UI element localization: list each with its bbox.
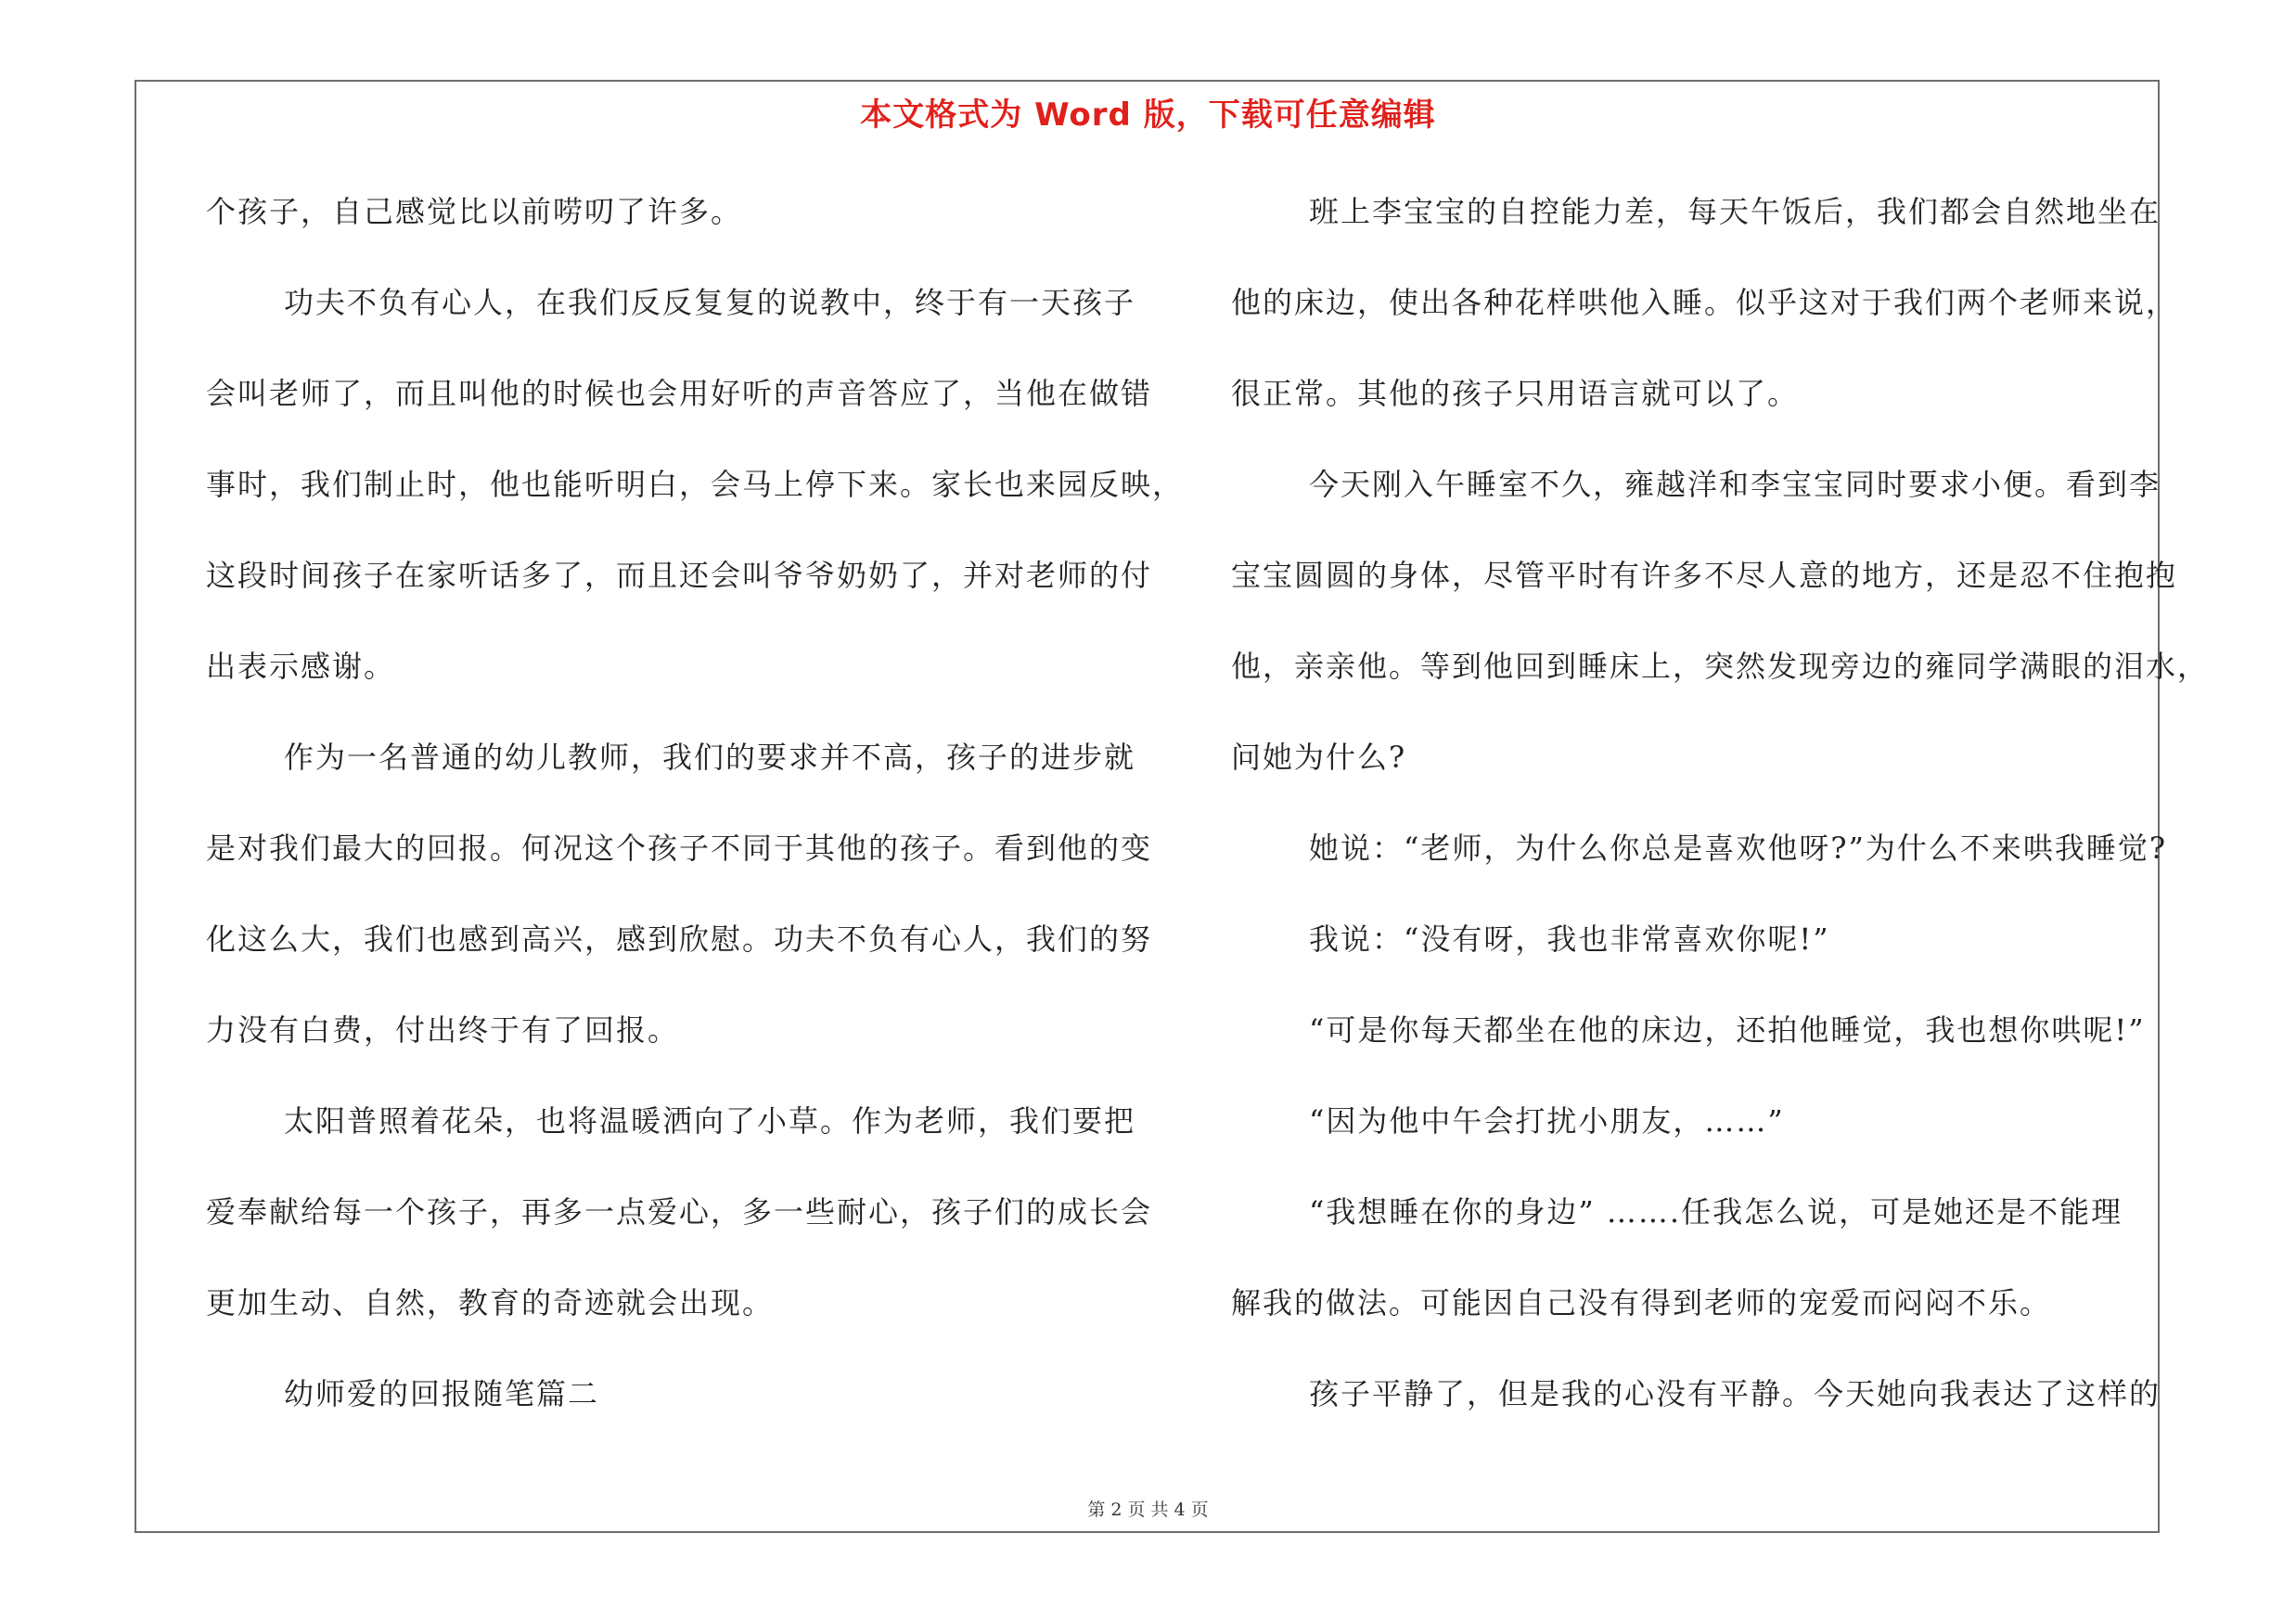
text-line: 出表示感谢。 <box>206 649 396 684</box>
text-line: 会叫老师了，而且叫他的时候也会用好听的声音答应了，当他在做错 <box>206 376 1153 411</box>
text-line: 很正常。其他的孩子只用语言就可以了。 <box>1231 376 1800 411</box>
text-line: 这段时间孩子在家听话多了，而且还会叫爷爷奶奶了，并对老师的付 <box>206 558 1153 593</box>
page-number-footer: 第 2 页 共 4 页 <box>1087 1500 1209 1520</box>
text-line: 我说：“没有呀，我也非常喜欢你呢!” <box>1309 921 1830 957</box>
right-text-column <box>1231 184 2210 1457</box>
text-line: 宝宝圆圆的身体，尽管平时有许多不尽人意的地方，还是忍不住抱抱 <box>1231 558 2178 593</box>
text-line: 问她为什么? <box>1231 740 1407 775</box>
text-line: “可是你每天都坐在他的床边，还拍他睡觉，我也想你哄呢!” <box>1309 1012 2146 1048</box>
text-line: “我想睡在你的身边” …….任我怎么说，可是她还是不能理 <box>1309 1194 2123 1230</box>
format-banner: 本文格式为 Word 版，下载可任意编辑 <box>860 97 1436 134</box>
text-line: 作为一名普通的幼儿教师，我们的要求并不高，孩子的进步就 <box>284 740 1136 775</box>
text-line: 解我的做法。可能因自己没有得到老师的宠爱而闷闷不乐。 <box>1231 1285 2052 1320</box>
text-line: 她说：“老师，为什么你总是喜欢他呀?”为什么不来哄我睡觉? <box>1309 831 2168 866</box>
left-text-column <box>206 184 1185 1457</box>
text-line: 爱奉献给每一个孩子，再多一点爱心，多一些耐心，孩子们的成长会 <box>206 1194 1153 1230</box>
text-line: 今天刚入午睡室不久，雍越洋和李宝宝同时要求小便。看到李 <box>1309 467 2161 502</box>
text-line: 个孩子，自己感觉比以前唠叨了许多。 <box>206 194 743 229</box>
text-line: 他，亲亲他。等到他回到睡床上，突然发现旁边的雍同学满眼的泪水， <box>1231 649 2210 684</box>
text-line: “因为他中午会打扰小朋友，……” <box>1309 1103 1785 1139</box>
text-line: 是对我们最大的回报。何况这个孩子不同于其他的孩子。看到他的变 <box>206 831 1153 866</box>
text-line: 事时，我们制止时，他也能听明白，会马上停下来。家长也来园反映， <box>206 467 1185 502</box>
text-line: 班上李宝宝的自控能力差，每天午饭后，我们都会自然地坐在 <box>1309 194 2161 229</box>
text-line: 幼师爱的回报随笔篇二 <box>284 1376 600 1411</box>
text-line: 他的床边，使出各种花样哄他入睡。似乎这对于我们两个老师来说， <box>1231 285 2178 320</box>
text-line: 更加生动、自然，教育的奇迹就会出现。 <box>206 1285 775 1320</box>
text-line: 力没有白费，付出终于有了回报。 <box>206 1012 680 1048</box>
text-line: 化这么大，我们也感到高兴，感到欣慰。功夫不负有心人，我们的努 <box>206 921 1153 957</box>
text-line: 孩子平静了，但是我的心没有平静。今天她向我表达了这样的 <box>1309 1376 2161 1411</box>
text-line: 太阳普照着花朵，也将温暖洒向了小草。作为老师，我们要把 <box>284 1103 1136 1139</box>
text-line: 功夫不负有心人，在我们反反复复的说教中，终于有一天孩子 <box>284 285 1136 320</box>
